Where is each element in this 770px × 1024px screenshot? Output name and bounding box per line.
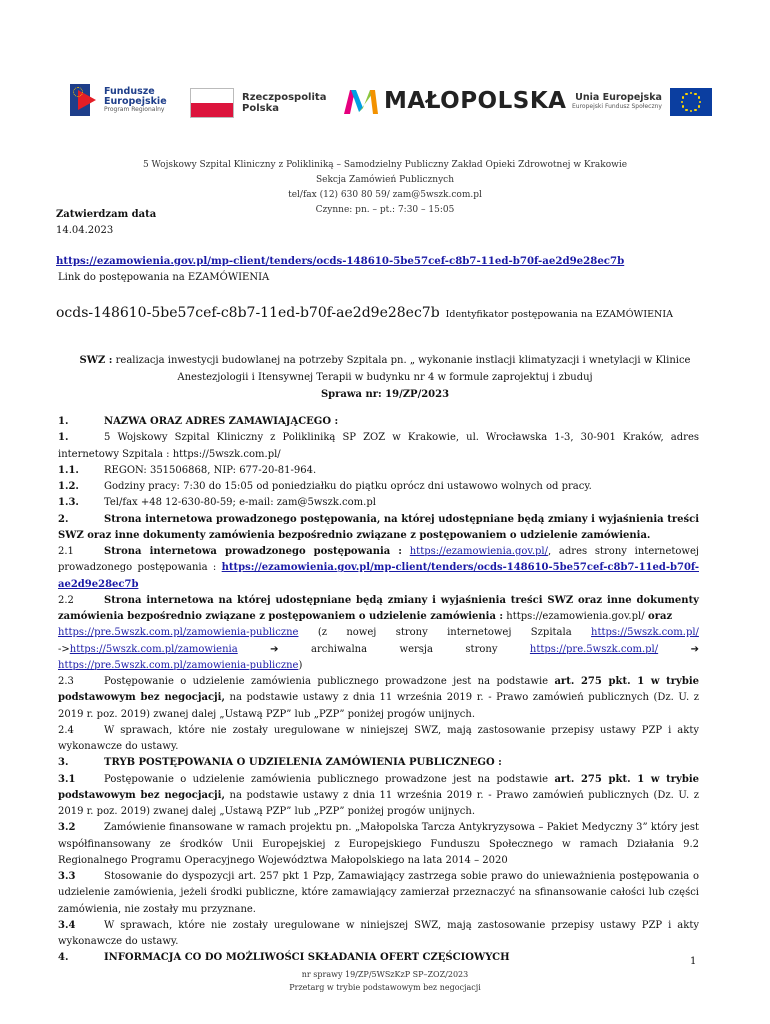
- swz-text1: realizacja inwestycji budowlanej na potrzeby Szpitala pn. „ wykonanie instlacji klimatyzacji i wnetylacji w Klinice: [112, 355, 691, 366]
- section-text: W sprawach, które nie zostały uregulowane w niniejszej SWZ, mają zastosowanie przepisy ustawy PZP i akty wykonawcze do ustawy.: [58, 724, 699, 752]
- eu-star-icon: [681, 101, 683, 103]
- section-number: 4.: [58, 952, 69, 964]
- section-1-3: [58, 495, 699, 511]
- arrow-icon: ->: [58, 643, 70, 655]
- section-3-3: [58, 869, 699, 918]
- section-1-2: [58, 479, 699, 495]
- ue-logo-line2: Europejski Fundusz Społeczny: [572, 103, 662, 111]
- ezamowienia-link[interactable]: https://ezamowienia.gov.pl/: [409, 546, 548, 557]
- eu-star-icon: [698, 96, 700, 98]
- fe-logo-line2: Europejskie: [104, 95, 167, 107]
- malopolska-m-icon: [342, 86, 380, 116]
- section-3-4: [58, 918, 699, 951]
- procurement-link[interactable]: https://ezamowienia.gov.pl/mp-client/tenders/ocds-148610-5be57cef-c8b7-11ed-b70f-ae2d9e28ec7b: [56, 255, 625, 267]
- eu-star-icon: [694, 93, 696, 95]
- page-number: 1: [690, 956, 697, 967]
- page-footer: [0, 968, 770, 994]
- 5wszk-zamowienia-link[interactable]: https://5wszk.com.pl/zamowienia: [69, 643, 238, 655]
- section-1-address: [58, 430, 699, 463]
- section-number: 1.1.: [58, 464, 79, 476]
- identifier-label: Identyfikator postępowania na EZAMÓWIENIA: [445, 309, 673, 320]
- eu-star-icon: [699, 101, 701, 103]
- section-text: 5 Wojskowy Szpital Kliniczny z Polikliniką SP ZOZ w Krakowie, ul. Wrocławska 1-3, 30-901 Kraków, adres internetowy Szpitala : https://5wszk.com.pl/: [58, 432, 699, 460]
- pre-5wszk-zamowienia-link-2[interactable]: https://pre.5wszk.com.pl/zamowienia-publiczne: [58, 659, 299, 671]
- approval-label: Zatwierdzam data: [56, 209, 157, 220]
- section-text: na podstawie ustawy z dnia 11 września 2019 r. - Prawo zamówień publicznych (Dz. U. z 2019 r. poz. 2019) zwanej dalej „Ustawą PZP” lub „PZP” poniżej progów unijnych.: [58, 692, 699, 720]
- eu-star-icon: [690, 110, 692, 112]
- section-2-4: [58, 723, 699, 756]
- header-line4: Czynne: pn. – pt.: 7:30 – 15:05: [315, 205, 455, 215]
- section-number: 2.4: [58, 724, 74, 736]
- section-number: 2.: [58, 513, 69, 525]
- section-number: 2.3: [58, 676, 74, 687]
- section-text: Postępowanie o udzielenie zamówienia publicznego prowadzone jest na podstawie: [104, 676, 555, 687]
- section-2-2-line3: [58, 642, 699, 658]
- swz-block: [58, 352, 712, 403]
- header-line2: Sekcja Zamówień Publicznych: [315, 175, 454, 185]
- fe-logo-line3: Program Regionalny: [104, 105, 165, 113]
- section-text: na podstawie ustawy z dnia 11 września 2019 r. - Prawo zamówień publicznych (Dz. U. z 2019 r. poz. 2019) zwanej dalej „Ustawą PZP” lub „PZP” poniżej progów unijnych.: [58, 789, 699, 817]
- section-4: [58, 950, 699, 966]
- unia-europejska-logo: [572, 88, 712, 116]
- section-3-2: [58, 820, 699, 869]
- word: wersja: [399, 643, 433, 655]
- word: Szpitala: [530, 627, 572, 639]
- polish-flag-icon: [190, 88, 234, 118]
- section-text: Stosowanie do dyspozycji art. 257 pkt 1 Pzp, Zamawiający zastrzega sobie prawo do unieważnienia postępowania o udzielenie zamówienia, jeżeli środki publiczne, które zamawiający zamierzał przeznaczyć na sfinansowanie całości lub części zamówienia, nie zostały mu przyznane.: [58, 871, 699, 915]
- section-number: 3.: [58, 757, 69, 769]
- section-3-1: [58, 772, 699, 821]
- section-number: 1.: [58, 432, 69, 444]
- eu-flag-icon: [670, 88, 712, 116]
- fundusze-europejskie-icon: [70, 84, 98, 116]
- word: archiwalna: [310, 643, 368, 655]
- rp-logo-line1: Rzeczpospolita: [242, 92, 327, 103]
- section-text-bold: art. 275 pkt. 1 w trybie podstawowym bez negocjacji,: [58, 773, 699, 801]
- section-number: 3.1: [58, 773, 76, 785]
- section-number: 2.2: [58, 594, 74, 606]
- header-line1: 5 Wojskowy Szpital Kliniczny z Polikliniką – Samodzielny Publiczny Zakład Opieki Zdrowotnej w Krakowie: [142, 160, 628, 170]
- section-title: Strona internetowa prowadzonego postępowania, na której udostępniane będą zmiany i wyjaśnienia treści SWZ oraz inne dokumenty zamówienia bezpośrednio związane z postępowaniem o udzielenie zamówienia.: [58, 513, 699, 541]
- swz-prefix: SWZ :: [79, 355, 113, 366]
- section-number: 1.: [58, 416, 69, 427]
- footer-line1: nr sprawy 19/ZP/5WSzKzP SP–ZOZ/2023: [301, 970, 469, 979]
- section-text: https://ezamowienia.gov.pl/: [503, 611, 645, 622]
- section-text-bold: Strona internetowa prowadzonego postępowania :: [104, 546, 402, 557]
- header-line3: tel/fax (12) 630 80 59/ zam@5wszk.com.pl: [288, 190, 482, 200]
- section-text: W sprawach, które nie zostały uregulowane w niniejszej SWZ, mają zastosowanie przepisy ustawy PZP i akty wykonawcze do ustawy.: [58, 919, 699, 947]
- section-text: Godziny pracy: 7:30 do 15:05 od poniedziałku do piątku oprócz dni ustawowo wolnych od pracy.: [104, 481, 592, 492]
- document-body: [58, 414, 699, 967]
- word: strony: [465, 643, 498, 655]
- eu-star-icon: [682, 105, 684, 107]
- procurement-link-label: Link do postępowania na EZAMÓWIENIA: [58, 272, 270, 283]
- section-text-bold: art. 275 pkt. 1 w trybie podstawowym bez negocjacji,: [58, 676, 699, 704]
- section-2: [58, 512, 699, 545]
- section-text: Postępowanie o udzielenie zamówienia publicznego prowadzone jest na podstawie: [104, 773, 555, 785]
- section-1: [58, 414, 699, 430]
- section-text: REGON: 351506868, NIP: 677-20-81-964.: [104, 464, 317, 476]
- section-text-bold: oraz: [644, 611, 673, 622]
- pre-5wszk-home-link[interactable]: https://pre.5wszk.com.pl/: [529, 643, 659, 655]
- section-number: 1.2.: [58, 481, 79, 492]
- 5wszk-home-link[interactable]: https://5wszk.com.pl/: [591, 627, 699, 639]
- identifier-value: ocds-148610-5be57cef-c8b7-11ed-b70f-ae2d9e28ec7b: [56, 305, 440, 321]
- section-2-2: [58, 593, 699, 626]
- word: (z: [317, 627, 327, 639]
- section-title: NAZWA ORAZ ADRES ZAMAWIAJĄCEGO :: [104, 416, 339, 427]
- section-text: ): [298, 659, 303, 671]
- section-1-1: [58, 463, 699, 479]
- pre-5wszk-zamowienia-link[interactable]: https://pre.5wszk.com.pl/zamowienia-publiczne: [58, 627, 299, 639]
- malopolska-logo: [342, 86, 566, 116]
- section-title: TRYB POSTĘPOWANIA O UDZIELENIA ZAMÓWIENIA PUBLICZNEGO :: [104, 757, 502, 769]
- section-number: 1.3.: [58, 497, 79, 509]
- tender-link[interactable]: https://ezamowienia.gov.pl/mp-client/tenders/ocds-148610-5be57cef-c8b7-11ed-b70f-ae2d9e28ec7b: [58, 562, 699, 590]
- logo-bar: [70, 80, 720, 125]
- section-text: Zamówienie finansowane w ramach projektu pn. „Małopolska Tarcza Antykryzysowa – Pakiet Medyczny 3” który jest współfinansowany ze środków Unii Europejskiej z Europejskiego Funduszu Społecznego w ramach Działania 9.2 Regionalnego Programu Operacyjnego Województwa Małopolskiego na lata 2014 – 2020: [58, 822, 699, 866]
- section-number: 3.4: [58, 919, 76, 931]
- section-text: , adres strony internetowej prowadzonego postępowania :: [58, 546, 699, 574]
- rp-logo-line2: Polska: [242, 103, 279, 114]
- section-number: 2.1: [58, 546, 74, 557]
- section-number: 3.2: [58, 822, 76, 834]
- arrow-icon: ➔: [690, 643, 699, 655]
- eu-star-icon: [685, 109, 687, 111]
- identifier-line: [56, 305, 673, 321]
- swz-text2: Anestezjologii i Itensywnej Terapii w budynku nr 4 w formule zaprojektuj i zbuduj: [177, 372, 593, 383]
- swz-case-number: Sprawa nr: 19/ZP/2023: [320, 389, 450, 400]
- word: strony: [395, 627, 428, 639]
- rzeczpospolita-logo: [190, 88, 326, 118]
- ue-logo-line1: Unia Europejska: [575, 92, 662, 104]
- fe-logo-line1: Fundusze: [104, 85, 155, 97]
- word: nowej: [346, 627, 377, 639]
- section-2-3: [58, 674, 699, 723]
- section-2-1: [58, 544, 699, 593]
- eu-star-icon: [685, 93, 687, 95]
- section-3: [58, 755, 699, 771]
- section-text-bold: Strona internetowa na której udostępniane będą zmiany i wyjaśnienia treści SWZ oraz inne dokumenty zamówienia bezpośrednio związane z postępowaniem o udzielenie zamówienia :: [58, 594, 699, 622]
- eu-star-icon: [694, 109, 696, 111]
- section-2-2-line2: [58, 625, 699, 641]
- footer-line2: Przetarg w trybie podstawowym bez negocjacji: [289, 983, 481, 992]
- approval-block: [56, 207, 156, 239]
- section-text: Tel/fax +48 12-630-80-59; e-mail: zam@5wszk.com.pl: [104, 497, 376, 509]
- arrow-icon: ➔: [270, 643, 279, 655]
- section-title: INFORMACJA CO DO MOŻLIWOŚCI SKŁADANIA OFERT CZĘŚCIOWYCH: [104, 952, 510, 964]
- eu-star-icon: [682, 96, 684, 98]
- eu-star-icon: [698, 105, 700, 107]
- malopolska-logo-text: MAŁOPOLSKA: [384, 88, 567, 114]
- section-number: 3.3: [58, 871, 76, 882]
- approval-date: 14.04.2023: [56, 225, 114, 236]
- word: internetowej: [447, 627, 512, 639]
- section-2-2-line4: [58, 658, 699, 674]
- fundusze-europejskie-logo: [70, 84, 167, 116]
- eu-star-icon: [690, 92, 692, 94]
